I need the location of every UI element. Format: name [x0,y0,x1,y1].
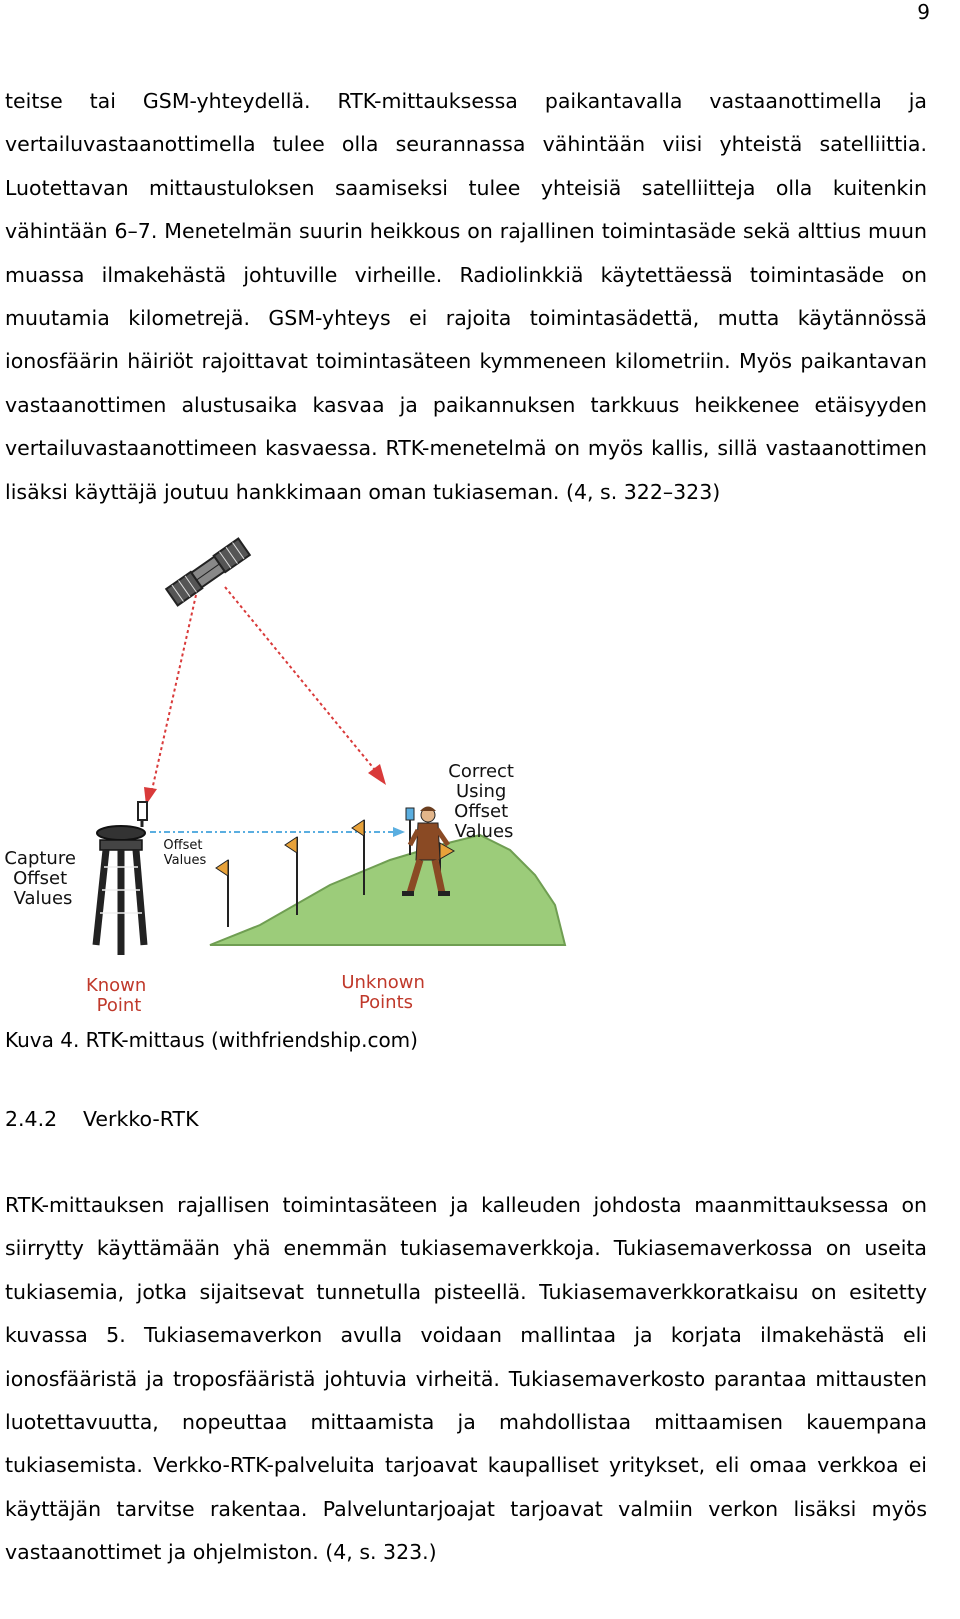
label-capture-offset-values: Capture Offset Values [4,848,76,909]
body-paragraph-1: teitse tai GSM-yhteydellä. RTK-mittauksessa paikantavalla vastaanottimella ja vertailuvastaanottimella tulee olla seurannassa vähintään viisi yhteistä satelliittia. Luotettavan mittaustuloksen saamiseksi tulee yhteisiä satelliitteja olla kuitenkin vähintään 6–7. Menetelmän suurin heikkous on rajallinen toimintasäde sekä alttius muun muassa ilmakehästä johtuville virheille. Radiolinkkiä käytettäessä toimintasäde on muutamia kilometrejä. GSM-yhteys ei rajoita toimintasädettä, mutta käytännössä ionosfäärin häiriöt rajoittavat toimintasäteen kymmeneen kilometriin. Myös paikantavan vastaanottimen alustusaika kasvaa ja paikannuksen tarkkuus heikkenee etäisyyden vertailuvastaanottimeen kasvaessa. RTK-menetelmä on myös kallis, sillä vastaanottimen lisäksi käyttäjä joutuu hankkimaan oman tukiaseman. (4, s. 322–323) [5,89,927,504]
offset-arrow [393,827,405,837]
label-known-point: Known Point [85,975,147,1016]
section-heading [5,1105,199,1133]
green-hill [210,835,565,945]
rtk-illustration [0,515,600,1025]
section-title: Verkko-RTK [83,1107,199,1131]
figure-caption: Kuva 4. RTK-mittaus (withfriendship.com) [5,1028,418,1052]
body-paragraph-2: RTK-mittauksen rajallisen toimintasäteen ja kalleuden johdosta maanmittauksessa on siirrytty käyttämään yhä enemmän tukiasemaverkkoja. Tukiasemaverkossa on useita tukiasemia, jotka sijaitsevat tunnetulla pisteellä. Tukiasemaverkkoratkaisu on esitetty kuvassa 5. Tukiasemaverkon avulla voidaan mallintaa ja korjata ilmakehästä eli ionosfääristä ja troposfääristä johtuvia virheitä. Tukiasemaverkosto parantaa mittausten luotettavuutta, nopeuttaa mittaamista ja mahdollistaa mittaamisen kauempana tukiasemista. Verkko-RTK-palveluita tarjoavat kaupalliset yritykset, eli omaa verkkoa ei käyttäjän tarvitse rakentaa. Palveluntarjoajat tarjoavat valmiin verkon lisäksi myös vastaanottimet ja ohjelmiston. (4, s. 323.) [5,1193,927,1565]
label-offset-values: Offset Values [163,838,207,868]
label-correct-using-offset-values: Correct Using Offset Values [448,761,514,842]
page-number: 9 [917,0,930,24]
satellite-icon [166,539,250,606]
flag-icon-1 [216,860,228,927]
signal-to-base [152,595,196,790]
signal-to-rover [225,587,375,770]
label-unknown-points: Unknown Points [341,972,425,1013]
section-number: 2.4.2 [5,1107,58,1131]
signal-arrow-rover [368,764,386,785]
tripod-base-station-icon [96,802,147,955]
flag-icon-2 [285,837,297,915]
